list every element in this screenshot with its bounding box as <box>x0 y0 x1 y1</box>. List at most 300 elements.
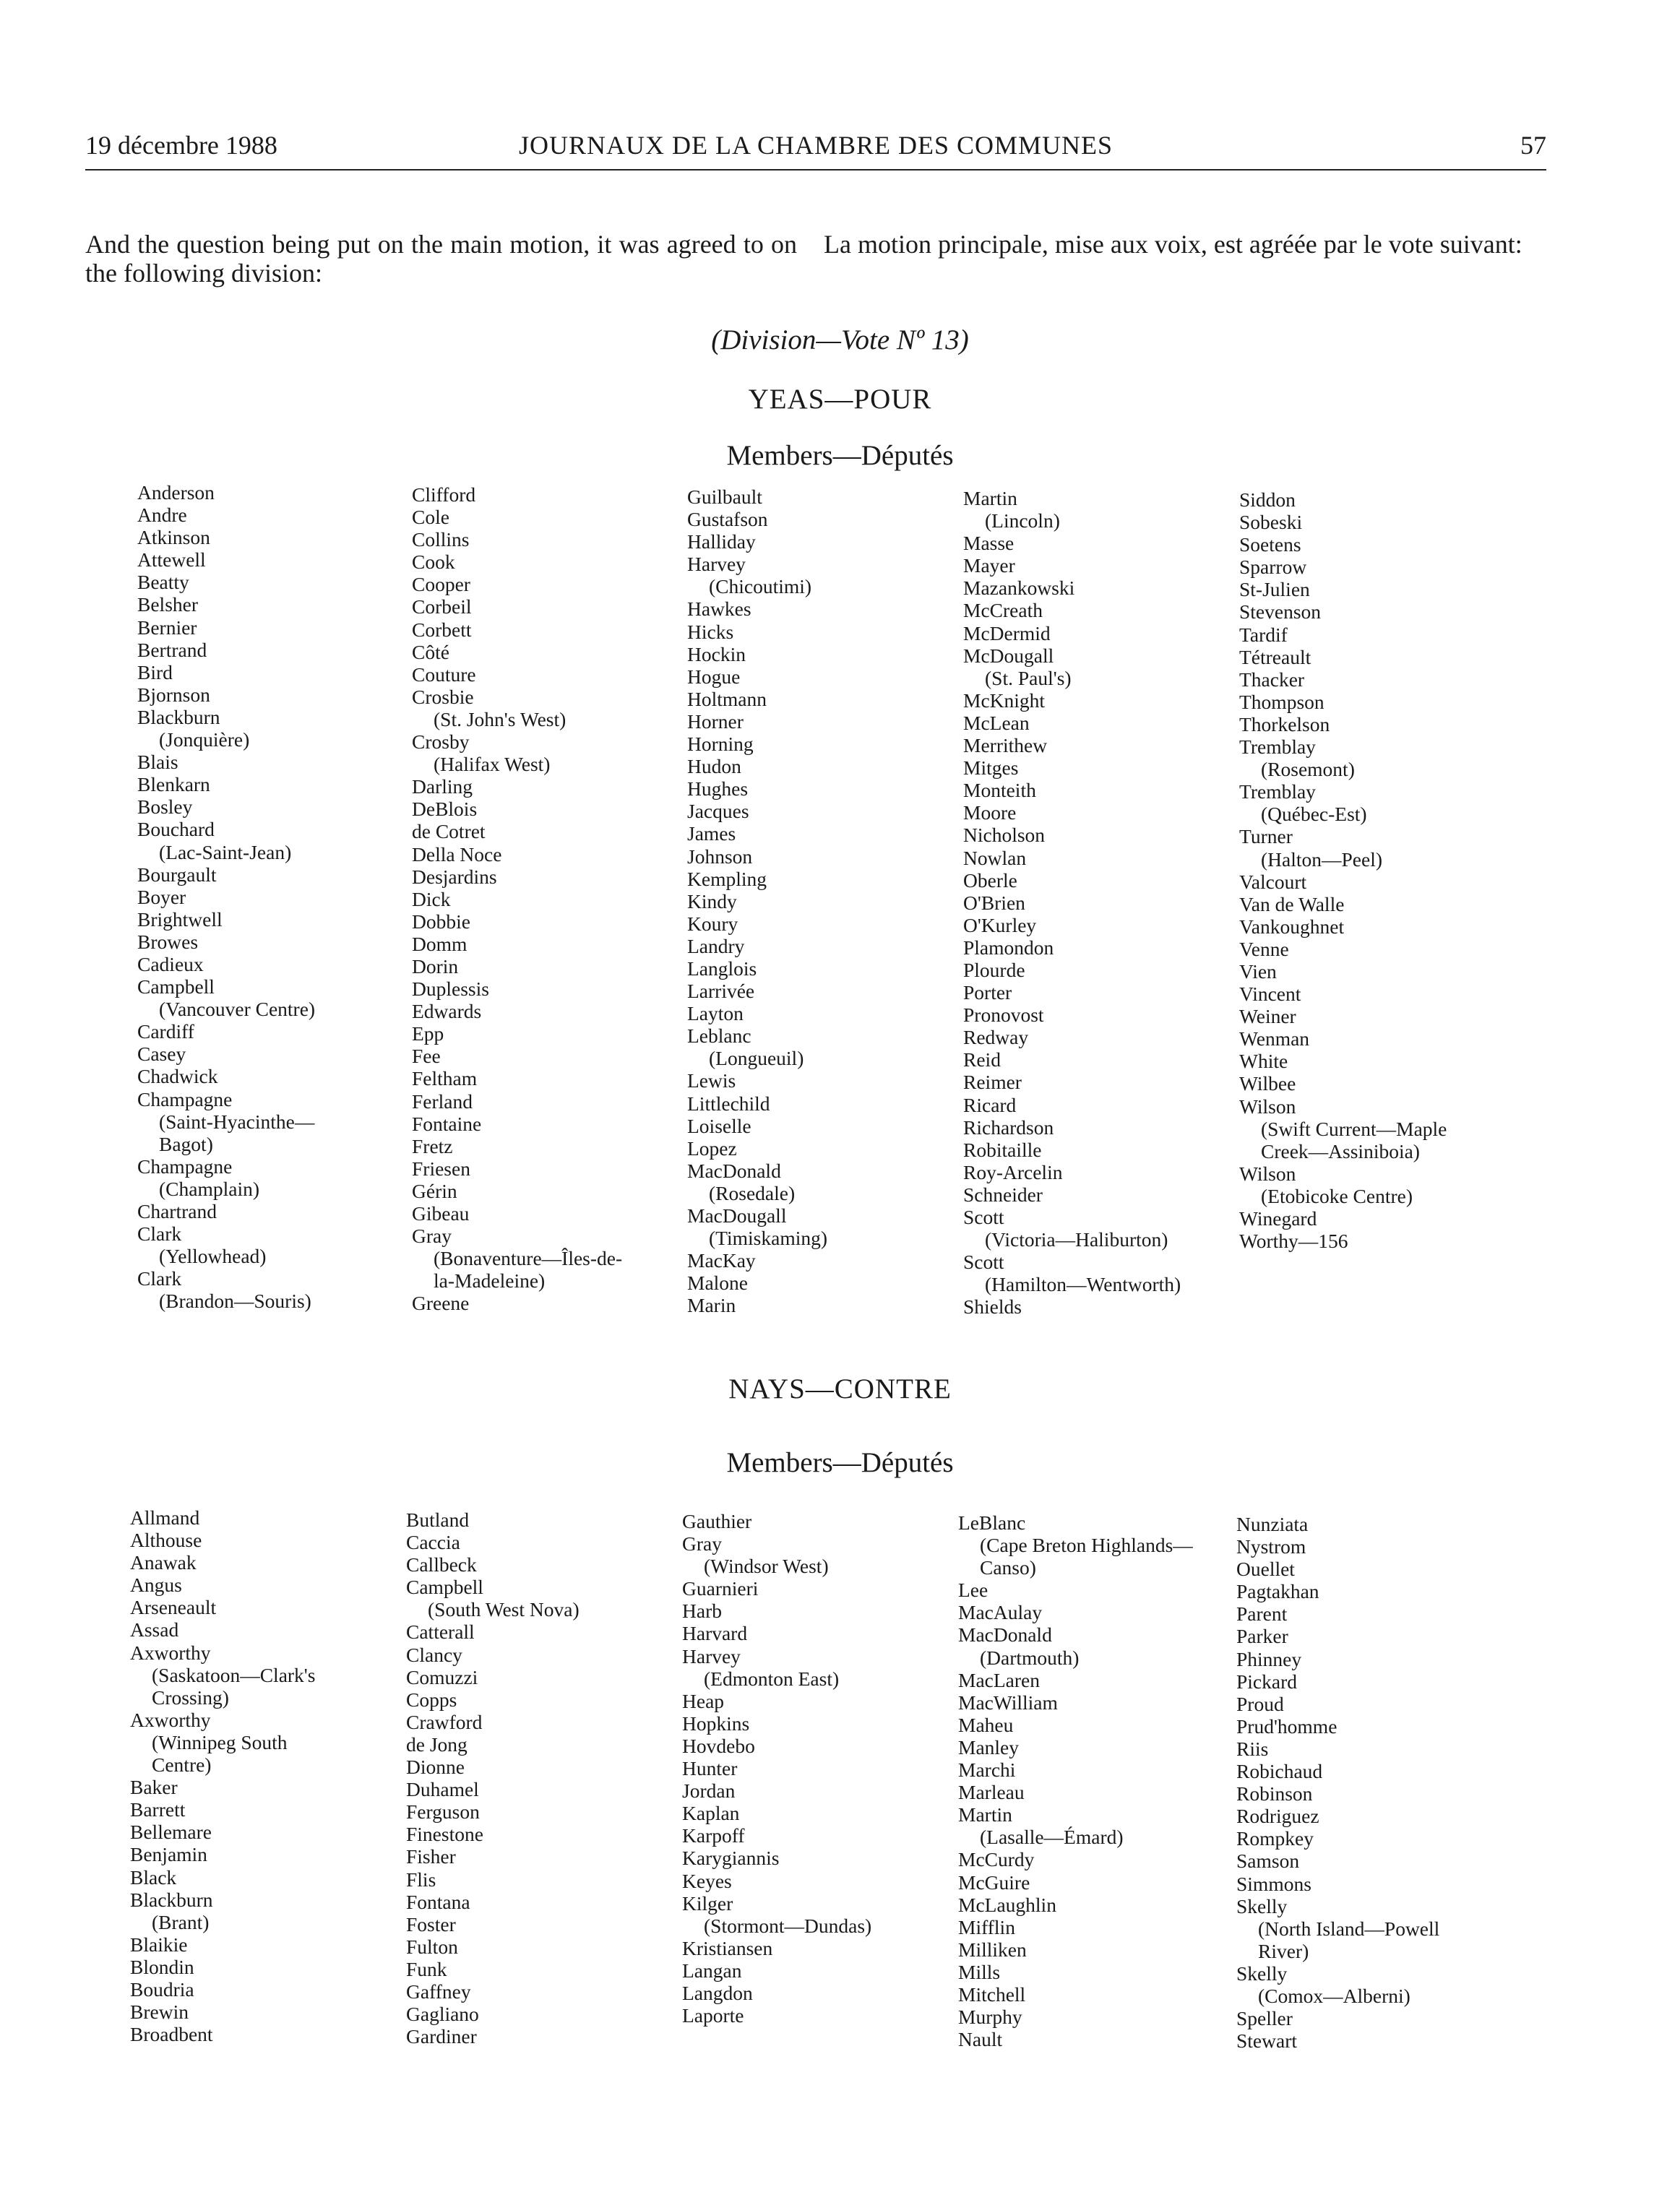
header-date: 19 décembre 1988 <box>85 131 277 160</box>
member-name: Broadbent <box>130 2023 213 2046</box>
member-name: Boudria <box>130 1977 194 2001</box>
member-name: Shields <box>963 1295 1022 1319</box>
member-name: Milliken <box>958 1938 1027 1961</box>
page-number: 57 <box>1520 131 1546 160</box>
member-name: Mazankowski <box>963 577 1075 600</box>
member-name: Angus <box>130 1574 182 1597</box>
member-name: Merrithew <box>963 734 1048 757</box>
member-name: Van de Walle <box>1239 892 1345 915</box>
member-name: Loiselle <box>687 1114 751 1137</box>
yeas-subheading: Members—Députés <box>726 440 954 471</box>
member-name: Horner <box>687 709 744 733</box>
member-name: Dorin <box>412 954 459 978</box>
member-name: Duplessis <box>412 978 489 1001</box>
member-name: de Jong <box>406 1733 468 1756</box>
member-name: Hopkins <box>682 1712 750 1735</box>
member-name: Tremblay <box>1239 735 1316 759</box>
member-name: Sobeski <box>1239 511 1303 534</box>
member-name: Halliday <box>687 530 756 553</box>
riding-name: (Etobicoke Centre) <box>1261 1184 1413 1207</box>
member-name: Pickard <box>1236 1670 1298 1693</box>
riding-name: (Bonaventure—Îles-de- <box>434 1247 623 1270</box>
member-name: Harvard <box>682 1622 748 1645</box>
member-name: Schneider <box>963 1183 1043 1206</box>
member-name: Collins <box>412 528 470 551</box>
member-name: Turner <box>1239 825 1293 848</box>
member-name: Dionne <box>406 1756 465 1779</box>
yeas-column-4 <box>963 487 1238 1318</box>
member-name: Leblanc <box>687 1024 751 1048</box>
riding-name: (St. Paul's) <box>985 666 1072 689</box>
riding-name: (Jonquière) <box>159 728 250 751</box>
member-name: Couture <box>412 663 476 686</box>
member-name: Scott <box>963 1206 1004 1228</box>
nays-column-1 <box>130 1506 405 2045</box>
member-name: McKnight <box>963 689 1046 712</box>
member-name: Kindy <box>687 889 737 912</box>
riding-name: (Halifax West) <box>434 753 551 776</box>
member-name: Della Noce <box>412 842 502 866</box>
member-name: McGuire <box>958 1870 1030 1894</box>
riding-name: (Windsor West) <box>704 1555 829 1578</box>
member-name: Comuzzi <box>406 1665 478 1688</box>
member-name: Keyes <box>682 1869 732 1892</box>
member-name: Greene <box>412 1292 470 1315</box>
member-name: Cook <box>412 551 455 574</box>
member-name: Thompson <box>1239 690 1324 713</box>
riding-name: (Québec-Est) <box>1261 803 1367 826</box>
member-name: MacWilliam <box>958 1691 1058 1714</box>
member-name: Hughes <box>687 777 749 801</box>
riding-name: (Hamilton—Wentworth) <box>985 1273 1181 1296</box>
member-name: Lee <box>958 1579 988 1602</box>
member-name: Reimer <box>963 1071 1022 1094</box>
member-name: Samson <box>1236 1850 1300 1873</box>
member-name: Axworthy <box>130 1641 211 1664</box>
member-name: Kilger <box>682 1891 733 1915</box>
member-name: Plourde <box>963 958 1025 981</box>
member-name: Duhamel <box>406 1778 479 1801</box>
member-name: James <box>687 822 736 845</box>
member-name: Crosbie <box>412 685 474 708</box>
member-name: Littlechild <box>687 1092 770 1115</box>
member-name: Black <box>130 1865 177 1889</box>
riding-name: (Edmonton East) <box>704 1667 840 1690</box>
member-name: Nowlan <box>963 846 1027 869</box>
member-name: Bird <box>137 660 173 683</box>
member-name: Fisher <box>406 1845 456 1868</box>
member-name: Benjamin <box>130 1843 207 1866</box>
member-name: Fee <box>412 1045 441 1068</box>
member-name: Brewin <box>130 2001 189 2024</box>
member-name: Redway <box>963 1026 1029 1049</box>
member-name: Rodriguez <box>1236 1805 1319 1828</box>
member-name: Bjornson <box>137 683 210 706</box>
member-name: Fontaine <box>412 1112 482 1135</box>
riding-name: (South West Nova) <box>428 1598 580 1621</box>
member-name: Brightwell <box>137 907 223 931</box>
member-name: McCurdy <box>958 1848 1035 1871</box>
member-name: Corbeil <box>412 595 472 618</box>
member-name: Cole <box>412 506 449 529</box>
member-name: Wilbee <box>1239 1072 1296 1095</box>
member-name: Prud'homme <box>1236 1714 1337 1738</box>
member-name: Mills <box>958 1960 1001 1983</box>
member-name: Mitges <box>963 756 1019 780</box>
riding-name: (Longueuil) <box>709 1047 804 1070</box>
member-name: Clifford <box>412 483 476 506</box>
intro-english: And the question being put on the main motion, it was agreed to on the following division: <box>85 230 797 288</box>
member-name: Crosby <box>412 730 470 754</box>
member-name: Plamondon <box>963 936 1054 959</box>
yeas-column-2 <box>412 483 686 1314</box>
member-name: Riis <box>1236 1737 1269 1760</box>
member-name: Mayer <box>963 554 1015 577</box>
member-name: Marleau <box>958 1781 1025 1804</box>
member-name: Horning <box>687 733 754 756</box>
member-name: Parker <box>1236 1625 1288 1648</box>
member-name: Casey <box>137 1043 186 1066</box>
member-name: Blackburn <box>130 1888 213 1911</box>
member-name: Gauthier <box>682 1510 752 1532</box>
member-name: Flis <box>406 1868 436 1891</box>
riding-name: (Comox—Alberni) <box>1258 1984 1410 2007</box>
member-name: McCreath <box>963 599 1043 622</box>
riding-name: Bagot) <box>159 1132 213 1155</box>
member-name: Ricard <box>963 1093 1017 1116</box>
riding-name: (Cape Breton Highlands— <box>980 1534 1193 1557</box>
riding-name: (Brandon—Souris) <box>159 1290 311 1313</box>
member-name: Bellemare <box>130 1821 212 1844</box>
member-name: Gardiner <box>406 2025 477 2048</box>
member-name: Stevenson <box>1239 600 1322 623</box>
riding-name: River) <box>1258 1939 1309 1962</box>
member-name: Marin <box>687 1294 736 1317</box>
member-name: Laporte <box>682 2004 744 2027</box>
member-name: Fulton <box>406 1935 458 1958</box>
member-name: Hudon <box>687 755 741 778</box>
nays-column-3 <box>682 1510 957 2027</box>
member-name: Porter <box>963 981 1012 1004</box>
member-name: Althouse <box>130 1529 202 1552</box>
member-name: Feltham <box>412 1067 478 1090</box>
member-name: Vien <box>1239 959 1277 983</box>
riding-name: (Rosemont) <box>1261 758 1355 781</box>
member-name: Langdon <box>682 1981 753 2004</box>
yeas-heading: YEAS—POUR <box>748 384 932 415</box>
member-name: Beatty <box>137 571 189 594</box>
member-name: O'Brien <box>963 891 1025 914</box>
riding-name: (Lac-Saint-Jean) <box>159 840 292 863</box>
member-name: Axworthy <box>130 1708 211 1731</box>
member-name: Harvey <box>687 553 746 576</box>
member-name: Allmand <box>130 1506 200 1529</box>
member-name: McLean <box>963 711 1030 734</box>
riding-name: (Yellowhead) <box>159 1245 267 1268</box>
member-name: Dobbie <box>412 910 470 933</box>
member-name: Mitchell <box>958 1982 1026 2006</box>
member-name: Maheu <box>958 1713 1014 1736</box>
member-name: Hunter <box>682 1757 738 1780</box>
member-name: Gray <box>682 1532 722 1555</box>
yeas-column-3 <box>687 486 962 1316</box>
member-name: Assad <box>130 1618 179 1641</box>
member-name: Boyer <box>137 885 186 908</box>
member-name: Desjardins <box>412 865 497 888</box>
member-name: Gray <box>412 1225 452 1248</box>
member-name: Blais <box>137 751 178 774</box>
member-name: Johnson <box>687 845 753 868</box>
member-name: Anderson <box>137 481 215 504</box>
member-name: Domm <box>412 932 468 955</box>
nays-heading: NAYS—CONTRE <box>728 1373 952 1404</box>
division-title: (Division—Vote Nº 13) <box>711 324 969 355</box>
riding-name: (Swift Current—Maple <box>1261 1117 1447 1140</box>
member-name: Bouchard <box>137 818 215 841</box>
member-name: Kempling <box>687 867 767 890</box>
member-name: Lopez <box>687 1136 737 1160</box>
riding-name: (St. John's West) <box>434 707 567 730</box>
riding-name: la-Madeleine) <box>434 1269 546 1293</box>
member-name: Mifflin <box>958 1915 1015 1938</box>
member-name: Weiner <box>1239 1005 1296 1028</box>
member-name: Pronovost <box>963 1004 1044 1027</box>
riding-name: (Timiskaming) <box>709 1227 828 1250</box>
member-name: Valcourt <box>1239 870 1307 893</box>
member-name: Bosley <box>137 795 193 819</box>
riding-name: Crossing) <box>152 1686 229 1709</box>
member-name: Epp <box>412 1022 444 1045</box>
member-name: Barrett <box>130 1798 186 1821</box>
member-name: Arseneault <box>130 1596 217 1619</box>
member-name: Jordan <box>682 1779 736 1803</box>
member-name: Speller <box>1236 2007 1293 2030</box>
intro-french: La motion principale, mise aux voix, est agréée par le vote suivant: <box>824 230 1522 259</box>
member-name: Jacques <box>687 800 749 823</box>
member-name: Robichaud <box>1236 1760 1323 1783</box>
member-name: Belsher <box>137 593 199 616</box>
riding-name: (Winnipeg South <box>152 1730 288 1753</box>
riding-name: (Stormont—Dundas) <box>704 1914 872 1937</box>
member-name: Copps <box>406 1688 457 1711</box>
member-name: Friesen <box>412 1157 470 1180</box>
member-name: Richardson <box>963 1116 1054 1139</box>
member-name: Campbell <box>137 975 215 998</box>
nays-column-2 <box>406 1509 681 2048</box>
member-name: Blackburn <box>137 705 220 728</box>
member-name: Hogue <box>687 665 741 688</box>
riding-name: (Chicoutimi) <box>709 575 812 598</box>
member-name: Clark <box>137 1222 182 1246</box>
member-name: Simmons <box>1236 1872 1311 1895</box>
member-name: Campbell <box>406 1576 483 1599</box>
riding-name: (Victoria—Haliburton) <box>985 1228 1168 1251</box>
member-name: White <box>1239 1050 1288 1073</box>
member-name: Butland <box>406 1509 470 1531</box>
member-name: Manley <box>958 1735 1020 1759</box>
member-name: Stewart <box>1236 2029 1298 2053</box>
member-name: LeBlanc <box>958 1511 1026 1534</box>
member-name: Dick <box>412 887 451 910</box>
member-name: Blenkarn <box>137 773 210 796</box>
member-name: Martin <box>958 1803 1012 1826</box>
riding-name: (Champlain) <box>159 1177 259 1200</box>
riding-name: Creek—Assiniboia) <box>1261 1139 1420 1162</box>
member-name: Bourgault <box>137 863 217 886</box>
member-name: Funk <box>406 1957 447 1980</box>
member-name: Pagtakhan <box>1236 1580 1319 1603</box>
member-name: Bertrand <box>137 638 207 661</box>
member-name: Hicks <box>687 620 734 643</box>
member-name: Foster <box>406 1912 456 1936</box>
riding-name: (North Island—Powell <box>1258 1917 1440 1940</box>
member-name: Murphy <box>958 2006 1022 2029</box>
member-name: Malone <box>687 1272 749 1295</box>
member-name: Robitaille <box>963 1138 1042 1161</box>
member-name: Phinney <box>1236 1647 1302 1670</box>
member-name: Cadieux <box>137 952 204 975</box>
member-name: Cardiff <box>137 1020 194 1043</box>
member-name: Fontana <box>406 1890 470 1913</box>
member-name: Hovdebo <box>682 1734 755 1757</box>
riding-name: (Saskatoon—Clark's <box>152 1663 316 1686</box>
member-name: Guarnieri <box>682 1577 759 1600</box>
member-name: Sparrow <box>1239 556 1307 579</box>
member-name: MacDonald <box>958 1623 1052 1647</box>
member-name: Soetens <box>1239 533 1301 556</box>
member-name: Harb <box>682 1600 722 1623</box>
riding-name: (Dartmouth) <box>980 1646 1080 1669</box>
member-name: Chadwick <box>137 1065 218 1088</box>
member-name: Nystrom <box>1236 1535 1306 1558</box>
member-name: MacKay <box>687 1249 756 1272</box>
member-name: Koury <box>687 912 738 935</box>
member-name: Champagne <box>137 1155 233 1178</box>
member-name: Blaikie <box>130 1933 188 1956</box>
member-name: Thacker <box>1239 668 1305 691</box>
member-name: Atkinson <box>137 526 210 549</box>
member-name: Clark <box>137 1267 182 1290</box>
member-name: Clancy <box>406 1643 462 1666</box>
member-name: Karygiannis <box>682 1847 780 1870</box>
riding-name: (Vancouver Centre) <box>159 998 316 1021</box>
riding-name: (Halton—Peel) <box>1261 847 1383 871</box>
member-name: DeBlois <box>412 798 478 821</box>
member-name: Winegard <box>1239 1207 1317 1230</box>
member-name: Edwards <box>412 1000 482 1023</box>
member-name: Lewis <box>687 1069 736 1092</box>
member-name: Robinson <box>1236 1782 1313 1805</box>
riding-name: (Rosedale) <box>709 1181 796 1204</box>
member-name: Wilson <box>1239 1095 1296 1118</box>
member-name: Langlois <box>687 957 757 980</box>
member-name: Ouellet <box>1236 1558 1295 1581</box>
yeas-column-5 <box>1239 488 1514 1252</box>
member-name: Wenman <box>1239 1027 1310 1050</box>
member-name: McDermid <box>963 621 1051 644</box>
member-name: Holtmann <box>687 687 767 710</box>
member-name: Martin <box>963 487 1017 509</box>
member-name: de Cotret <box>412 820 486 843</box>
page-header <box>85 130 1546 171</box>
member-name: Corbett <box>412 618 472 641</box>
member-name: Kaplan <box>682 1802 740 1825</box>
member-name: Tardif <box>1239 623 1288 646</box>
member-name: Vankoughnet <box>1239 915 1345 938</box>
member-name: Nicholson <box>963 824 1046 847</box>
riding-name: (Brant) <box>152 1910 210 1933</box>
member-name: Oberle <box>963 868 1017 892</box>
member-name: Côté <box>412 640 449 663</box>
member-name: Crawford <box>406 1710 483 1733</box>
member-name: Hawkes <box>687 597 751 621</box>
member-name: Roy-Arcelin <box>963 1160 1063 1183</box>
member-name: Vincent <box>1239 983 1301 1006</box>
member-name: Wilson <box>1239 1162 1296 1185</box>
member-name: Bernier <box>137 616 197 639</box>
member-name: Baker <box>130 1776 178 1799</box>
member-name: St-Julien <box>1239 578 1310 601</box>
member-name: Skelly <box>1236 1962 1288 1985</box>
member-name: Rompkey <box>1236 1827 1314 1850</box>
member-name: Callbeck <box>406 1553 477 1576</box>
nays-column-4 <box>958 1511 1233 2050</box>
member-name: Browes <box>137 930 199 953</box>
member-name: Harvey <box>682 1644 741 1667</box>
member-name: Tremblay <box>1239 780 1316 803</box>
member-name: Andre <box>137 504 187 527</box>
member-name: Chartrand <box>137 1200 217 1222</box>
member-name: Masse <box>963 532 1015 555</box>
member-name: Marchi <box>958 1759 1016 1782</box>
member-name: Reid <box>963 1048 1001 1071</box>
member-name: Tétreault <box>1239 645 1311 668</box>
member-name: McDougall <box>963 644 1054 667</box>
member-name: Guilbault <box>687 486 762 508</box>
member-name: Fretz <box>412 1134 453 1157</box>
member-name: Nault <box>958 2028 1003 2051</box>
member-name: Catterall <box>406 1621 475 1644</box>
member-name: Blondin <box>130 1955 194 1978</box>
member-name: Darling <box>412 775 473 798</box>
member-name: Siddon <box>1239 488 1296 511</box>
member-name: MacLaren <box>958 1668 1040 1691</box>
member-name: Monteith <box>963 779 1036 802</box>
member-name: Hockin <box>687 642 746 665</box>
member-name: Nunziata <box>1236 1513 1309 1535</box>
member-name: Gagliano <box>406 2003 479 2026</box>
header-title: JOURNAUX DE LA CHAMBRE DES COMMUNES <box>518 131 1113 160</box>
member-name: Cooper <box>412 573 470 596</box>
nays-column-5 <box>1236 1513 1511 2052</box>
member-name: Proud <box>1236 1692 1284 1715</box>
riding-name: Canso) <box>980 1556 1036 1579</box>
member-name: Attewell <box>137 548 206 571</box>
member-name: MacAulay <box>958 1601 1043 1624</box>
member-name: Venne <box>1239 937 1289 960</box>
member-name: Layton <box>687 1002 744 1025</box>
member-name: Skelly <box>1236 1894 1288 1917</box>
member-name: Ferland <box>412 1089 473 1113</box>
member-name: Gibeau <box>412 1202 470 1225</box>
member-name: Finestone <box>406 1823 483 1846</box>
member-name: Scott <box>963 1251 1004 1274</box>
member-name: MacDonald <box>687 1159 781 1182</box>
member-name: Champagne <box>137 1087 233 1110</box>
member-name: Landry <box>687 934 745 957</box>
nays-subheading: Members—Députés <box>726 1447 954 1478</box>
member-name: Gaffney <box>406 1980 471 2003</box>
